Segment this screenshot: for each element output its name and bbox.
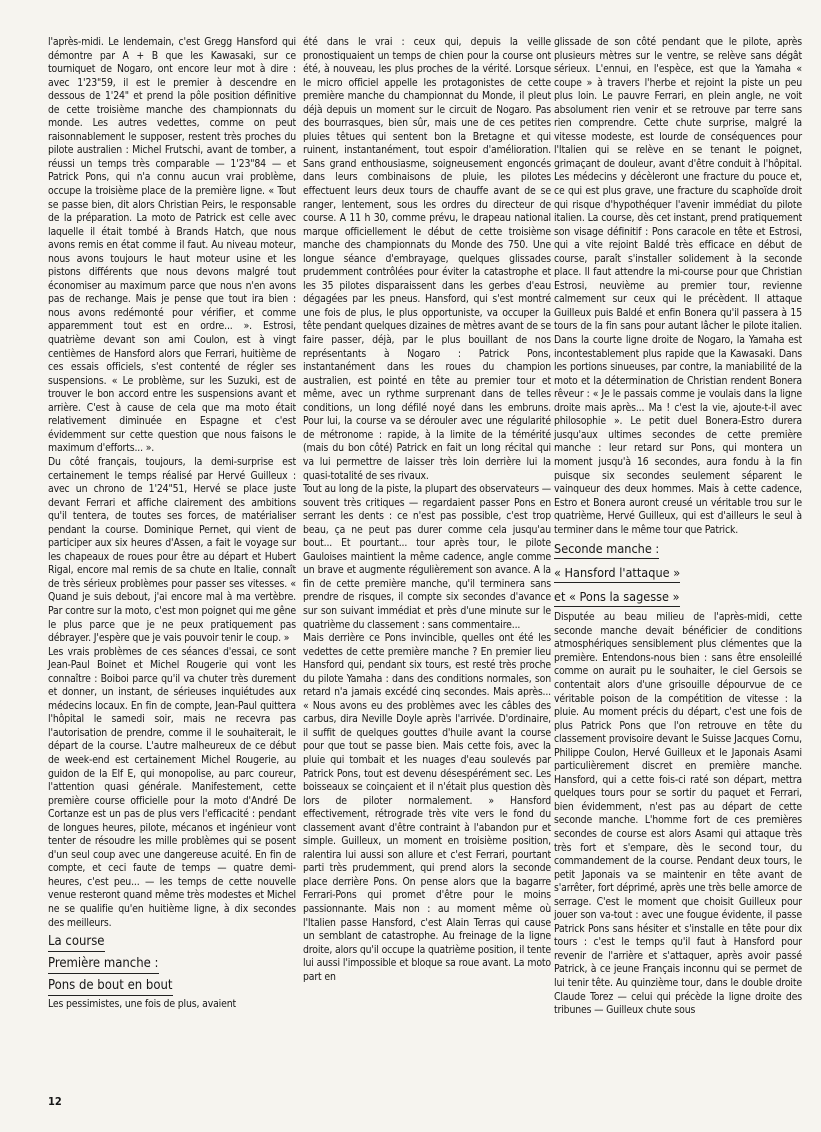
column-2 [303, 36, 551, 984]
page-number: 12 [48, 1095, 62, 1108]
section-heading [554, 539, 802, 559]
section-heading [48, 933, 296, 952]
heading-text: et « Pons la sagesse » [554, 587, 680, 607]
paragraph: été dans le vrai : ceux qui, depuis la veille pronostiquaient un temps de chien pour la course ont été, à nouveau, les plus proches de la vérité. Lorsque le micro officiel appelle les protagonistes de cette première manche du championnat du Monde, il pleut déjà depuis un moment sur le circuit de Nogaro. Pas des bourrasques, bien sûr, mais une de ces petites pluies têtues qui sentent bon la Bretagne et qui ruinent, instantanément, tout espoir d'amélioration. Sans grand enthousiasme, soigneusement engoncés dans leurs combinaisons de pluie, les pilotes effectuent leurs deux tours de chauffe avant de se ranger, lentement, sous les ordres du directeur de course. A 11 h 30, comme prévu, le drapeau national marque officiellement le début de cette troisième manche des championnats du Monde des 750. Une longue séance d'embrayage, quelques glissades prudemment contrôlées pour éviter la catastrophe et les 35 pilotes disparaissent dans les gerbes d'eau dégagées par les pneus. Hansford, qui s'est montré une fois de plus, le plus opportuniste, va occuper la tête pendant quelques dizaines de mètres avant de se faire passer, déjà, par le plus bouillant de nos représentants à Nogaro : Patrick Pons, instantanément dans les roues du champion australien, est pointé en tête au premier tour et même, avec un rythme surprenant dans de telles conditions, un long défilé noyé dans les embruns. Pour lui, la course va se dérouler avec une régularité de métronome : rapide, à la limite de la témérité (mais du bon côté) Patrick en fait un long récital qui va lui permettre de laisser très loin derrière lui la quasi-totalité de ses rivaux. [303, 36, 551, 482]
paragraph: l'après-midi. Le lendemain, c'est Gregg Hansford qui démontre par A + B que les Kawasaki, sur ce tourniquet de Nogaro, ont encore leur mot à dire : avec 1'23"59, il est le premier à descendre en dessous de 1'24" et prend la pôle position définitive de cette troisième manche des championnats du monde. Les autres vedettes, comme on peut raisonnablement le supposer, restent très proches du pilote australien : Michel Frutschi, avant de tomber, a réussi un temps très comparable — 1'23"84 — et Patrick Pons, qui n'a connu aucun vrai problème, occupe la troisième place de la première ligne. « Tout se passe bien, dit alors Christian Peirs, le responsable de la préparation. La moto de Patrick est celle avec laquelle il était tombé à Brands Hatch, que nous avons remis en état comme il faut. Au niveau moteur, nous avons toujours le haut moteur usine et les pistons différents que nous devons malgré tout économiser au maximum parce que nous n'en avons pas de rechange. Mais je pense que tout ira bien : nous avons redémonté pour vérifier, et comme apparemment tout est en ordre... ». Estrosi, quatrième devant son ami Coulon, est à vingt centièmes de Hansford alors que Ferrari, huitième de ces essais officiels, s'est contenté de régler ses suspensions. « Le problème, sur les Suzuki, est de trouver le bon accord entre les suspensions avant et arrière. C'est à cause de cela que ma moto était relativement diminuée en Espagne et c'est évidemment sur cette question que nous faisons le maximum d'efforts... ». [48, 36, 296, 455]
column-3 [554, 36, 802, 1018]
heading-text: « Hansford l'attaque » [554, 563, 680, 583]
heading-text: Pons de bout en bout [48, 977, 173, 996]
section-heading [48, 955, 296, 974]
column-1 [48, 36, 296, 1012]
paragraph: Tout au long de la piste, la plupart des observateurs — souvent très critiques — regardaient passer Pons en serrant les dents : ce n'est pas possible, c'est trop beau, ça ne peut pas durer comme cela jusqu'au bout... Et pourtant... tour après tour, le pilote Gauloises maintient la même cadence, angle comme un brave et augmente régulièrement son avance. A la fin de cette première manche, qu'il terminera sans prendre de risques, il compte six secondes d'avance sur son suivant immédiat et près d'une minute sur le quatrième du classement : sans commentaire... [303, 483, 551, 631]
paragraph: Du côté français, toujours, la demi-surprise est certainement le temps réalisé par Hervé Guilleux : avec un chrono de 1'24"51, Hervé se place juste devant Ferrari et affiche clairement des ambitions qu'il tentera, de toutes ses forces, de matérialiser pendant la course. Dominique Pernet, qui vient de participer aux six heures d'Assen, a fait le voyage sur les chapeaux de roues pour être au départ et Hubert Rigal, encore mal remis de sa chute en Italie, connaît de très sérieux problèmes pour passer ses vitesses. « Quand je suis debout, j'ai encore mal à ma vertèbre. Par contre sur la moto, c'est mon poignet qui me gêne le plus parce que je ne peux pratiquement pas débrayer. J'espère que je vais pouvoir tenir le coup. » [48, 455, 296, 645]
section-heading [554, 563, 802, 583]
paragraph: Les vrais problèmes de ces séances d'essai, ce sont Jean-Paul Boinet et Michel Rougerie qui vont les connaître : Boiboi parce qu'il va chuter très durement et donner, un instant, de sérieuses inquiétudes aux médecins locaux. En fin de compte, Jean-Paul quittera l'hôpital le samedi soir, mais ne recevra pas l'autorisation de prendre, comme il le souhaiterait, le départ de la course. L'autre malheureux de ce début de week-end est certainement Michel Rougerie, au guidon de la Elf E, qui monopolise, au parc coureur, l'attention quasi générale. Manifestement, cette première course officielle pour la moto d'André De Cortanze est un pas de plus vers l'efficacité : pendant de longues heures, pilote, mécanos et ingénieur vont tenter de résoudre les mille problèmes qui se posent d'un seul coup avec une dangereuse acuité. En fin de compte, et ceci faute de temps — quatre demi-heures, c'est peu... — les temps de cette nouvelle venue resteront quand même très modestes et Michel ne se qualifie qu'en huitième ligne, à dix secondes des meilleurs. [48, 645, 296, 929]
paragraph: glissade de son côté pendant que le pilote, après plusieurs mètres sur le ventre, se relève sans dégât sérieux. L'ennui, en l'espèce, est que la Yamaha « coupe » à travers l'herbe et rejoint la piste un peu plus loin. Le pauvre Ferrari, en plein angle, ne voit absolument rien venir et se retrouve par terre sans rien comprendre. Cette chute surprise, malgré la vitesse modeste, est lourde de conséquences pour l'Italien qui se relève en se tenant le poignet, grimaçant de douleur, avant d'être conduit à l'hôpital. Les médecins y décèleront une fracture du pouce et, ce qui est plus grave, une fracture du scaphoïde droit qui risque d'hypothéquer l'avenir immédiat du pilote italien. La course, dès cet instant, prend pratiquement son visage définitif : Pons caracole en tête et Estrosi, qui a vite rejoint Baldé très efficace en début de course, paraît s'installer solidement à la seconde place. Il faut attendre la mi-course pour que Christian Estrosi, neuvième au premier tour, revienne calmement sur ceux qui le précèdent. Il attaque Guilleux puis Baldé et enfin Bonera qu'il passera à 15 tours de la fin sans pour autant lâcher le pilote italien. Dans la courte ligne droite de Nogaro, la Yamaha est incontestablement plus rapide que la Kawasaki. Dans les portions sinueuses, par contre, la maniabilité de la moto et la détermination de Christian rendent Bonera rêveur : « Je le passais comme je voulais dans la ligne droite mais après... Ma ! c'est la vie, ajoute-t-il avec philosophie ». Le petit duel Bonera-Estro durera jusqu'aux ultimes secondes de cette première manche : leur retard sur Pons, qui montera un moment jusqu'à 16 secondes, aura fondu à la fin puisque six secondes seulement séparent le vainqueur des deux hommes. Mais à cette cadence, Estro et Bonera auront creusé un véritable trou sur le quatrième, Hervé Guilleux, qui est d'ailleurs le seul à terminer dans le même tour que Patrick. [554, 36, 802, 536]
heading-text: Seconde manche : [554, 539, 659, 559]
paragraph: Les pessimistes, une fois de plus, avaient [48, 998, 237, 1011]
section-heading [554, 587, 802, 607]
paragraph: Mais derrière ce Pons invincible, quelles ont été les vedettes de cette première manche ? En premier lieu Hansford qui, pendant six tours, est resté très proche du pilote Yamaha : dans des conditions normales, son retard n'a jamais excédé cinq secondes. Mais après... « Nous avons eu des problèmes avec les câbles des carbus, dira Neville Doyle après l'arrivée. D'ordinaire, il suffit de quelques gouttes d'huile avant la course pour que tout se passe bien. Mais cette fois, avec la pluie qui tombait et les nuages d'eau soulevés par Patrick Pons, tout est devenu désespérément sec. Les boisseaux se coinçaient et il n'était plus question dès lors de piloter normalement. » Hansford effectivement, rétrograde très vite vers le fond du classement avant d'être contraint à l'abandon pur et simple. Guilleux, un moment en troisième position, ralentira lui aussi son allure et c'est Ferrari, pourtant parti très prudemment, qui prend alors la seconde place derrière Pons. On pense alors que la bagarre Ferrari-Pons qui promet d'être pour le moins passionnante. Mais non : au moment même où l'Italien passe Hansford, c'est Alain Terras qui cause un semblant de catastrophe. Au freinage de la ligne droite, alors qu'il occupe la quatrième position, il tente lui aussi l'impossible et bloque sa roue avant. La moto part en [303, 632, 551, 983]
paragraph: Disputée au beau milieu de l'après-midi, cette seconde manche devait bénéficier de conditions atmosphériques sensiblement plus clémentes que la première. Entendons-nous bien : sans être ensoleillé comme on aurait pu le souhaiter, le ciel Gersois se contentait alors d'une grisouille dépourvue de ce véritable poison de la compétition de vitesse : la pluie. Au moment précis du départ, c'est une fois de plus Patrick Pons que l'on retrouve en tête du classement provisoire devant le Suisse Jacques Cornu, Philippe Coulon, Hervé Guilleux et le Japonais Asami particulièrement discret en première manche. Hansford, qui a cette fois-ci raté son départ, mettra quelques tours pour se sortir du paquet et Ferrari, bien évidemment, n'est pas au départ de cette seconde manche. L'homme fort de ces premières secondes de course est alors Asami qui attaque très très fort et s'empare, dès le second tour, du commandement de la course. Pendant deux tours, le petit Japonais va se maintenir en tête avant de s'arrêter, fort déprimé, après une très belle amorce de serrage. C'est le moment que choisit Guilleux pour jouer son va-tout : avec une fougue évidente, il passe Patrick Pons sans hésiter et s'installe en tête pour dix tours : c'est le temps qu'il faut à Hansford pour revenir de l'arrière et s'attaquer, après avoir passé Patrick, à ce jeune Français inconnu qui se permet de lui tenir tête. Au quinzième tour, dans le double droite Claude Torez — celui qui précède la ligne droite des tribunes — Guilleux chute sous [554, 611, 802, 1017]
heading-text: La course [48, 933, 105, 952]
section-heading [48, 977, 296, 996]
heading-text: Première manche : [48, 955, 159, 974]
